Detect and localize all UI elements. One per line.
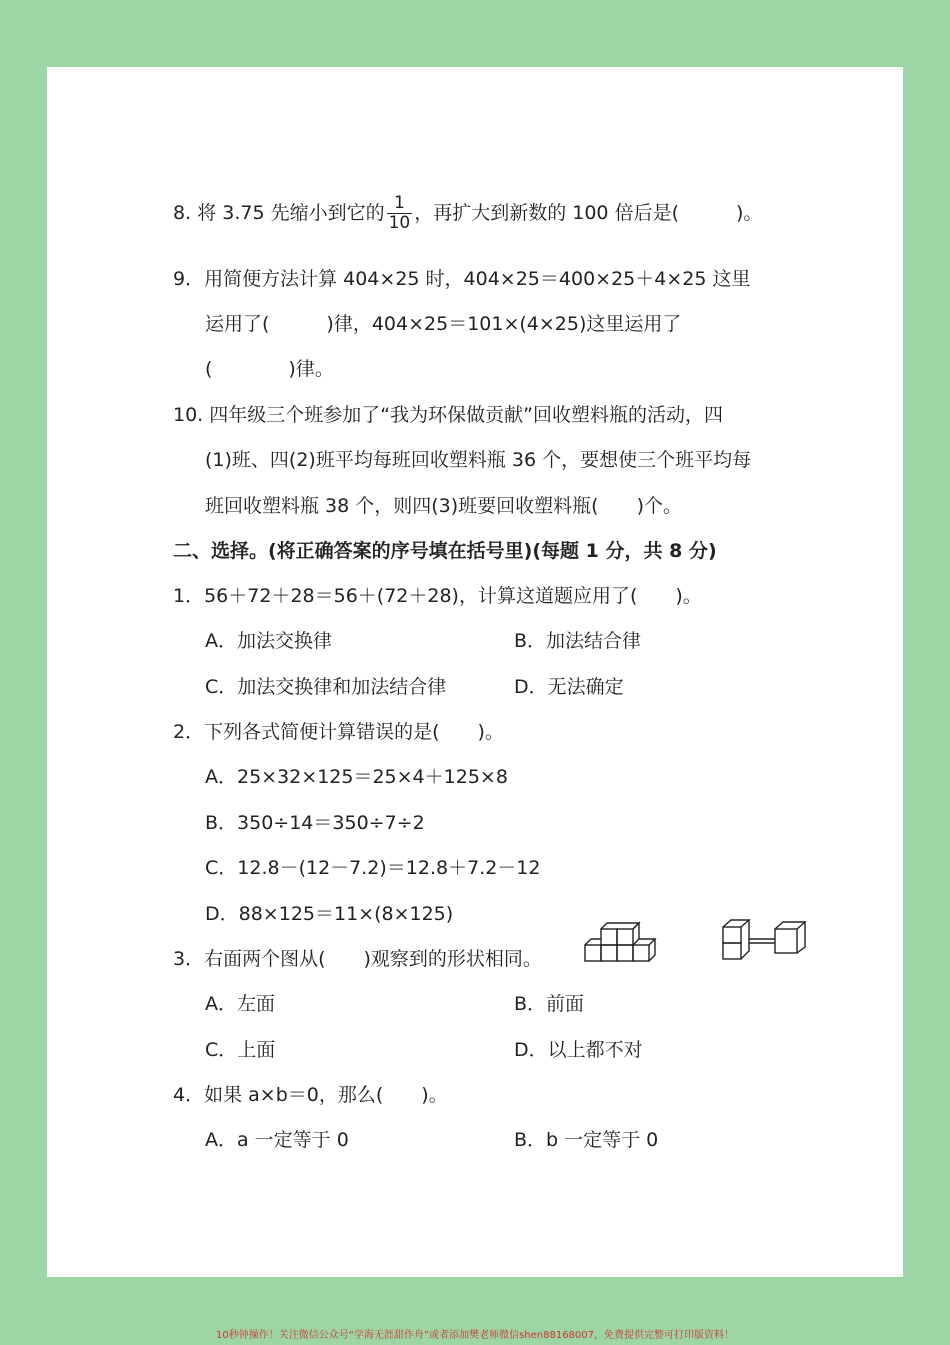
q8-text-post: ，再扩大到新数的 100 倍后是( )。 [414, 202, 763, 224]
q4-option-b: B．b 一定等于 0 [514, 1129, 659, 1151]
section-2-heading: 二、选择。(将正确答案的序号填在括号里)(每题 1 分，共 8 分) [173, 540, 717, 562]
q2-option-a: A．25×32×125＝25×4＋125×8 [205, 766, 508, 788]
q1-option-b: B．加法结合律 [514, 630, 642, 652]
q8-number: 8. [173, 202, 192, 224]
fraction-numerator: 1 [387, 194, 413, 214]
q2-option-d: D．88×125＝11×(8×125) [205, 903, 454, 925]
fraction-one-tenth [387, 194, 413, 233]
fraction-denominator: 10 [388, 213, 411, 233]
choice-question-1: 1．56＋72＋28＝56＋(72＋28)，计算这道题应用了( )。 [173, 585, 702, 607]
q3-option-b: B．前面 [514, 993, 585, 1015]
question-8 [173, 185, 762, 241]
cube-figure-2 [721, 917, 811, 963]
q2-option-b: B．350÷14＝350÷7÷2 [205, 812, 425, 834]
question-9-line-3: ( )律。 [205, 358, 334, 380]
q8-text-pre: 将 3.75 先缩小到它的 [197, 202, 385, 224]
question-9-line-1: 9．用简便方法计算 404×25 时，404×25＝400×25＋4×25 这里 [173, 268, 751, 290]
q3-option-c: C．上面 [205, 1039, 276, 1061]
q2-option-c: C．12.8－(12－7.2)＝12.8＋7.2－12 [205, 857, 541, 879]
worksheet-page [47, 67, 903, 1277]
question-10-line-2: (1)班、四(2)班平均每班回收塑料瓶 36 个，要想使三个班平均每 [205, 449, 752, 471]
promo-footer: 10秒钟操作！关注微信公众号“学海无涯甜作舟”或者添加樊老师微信shen88168007，免费提供完整可打印版资料！ [215, 1330, 735, 1341]
q3-option-d: D．以上都不对 [514, 1039, 643, 1061]
q4-option-a: A．a 一定等于 0 [205, 1129, 349, 1151]
q3-option-a: A．左面 [205, 993, 275, 1015]
choice-question-3: 3．右面两个图从( )观察到的形状相同。 [173, 948, 542, 970]
q1-option-a: A．加法交换律 [205, 630, 332, 652]
question-10-line-3: 班回收塑料瓶 38 个，则四(3)班要回收塑料瓶( )个。 [205, 495, 682, 517]
cube-figure-1 [583, 917, 663, 965]
question-10-line-1: 10. 四年级三个班参加了“我为环保做贡献”回收塑料瓶的活动，四 [173, 404, 723, 426]
choice-question-4: 4．如果 a×b＝0，那么( )。 [173, 1084, 448, 1106]
question-9-line-2: 运用了( )律，404×25＝101×(4×25)这里运用了 [205, 313, 682, 335]
q1-option-c: C．加法交换律和加法结合律 [205, 676, 447, 698]
choice-question-2: 2．下列各式简便计算错误的是( )。 [173, 721, 504, 743]
q1-option-d: D．无法确定 [514, 676, 624, 698]
